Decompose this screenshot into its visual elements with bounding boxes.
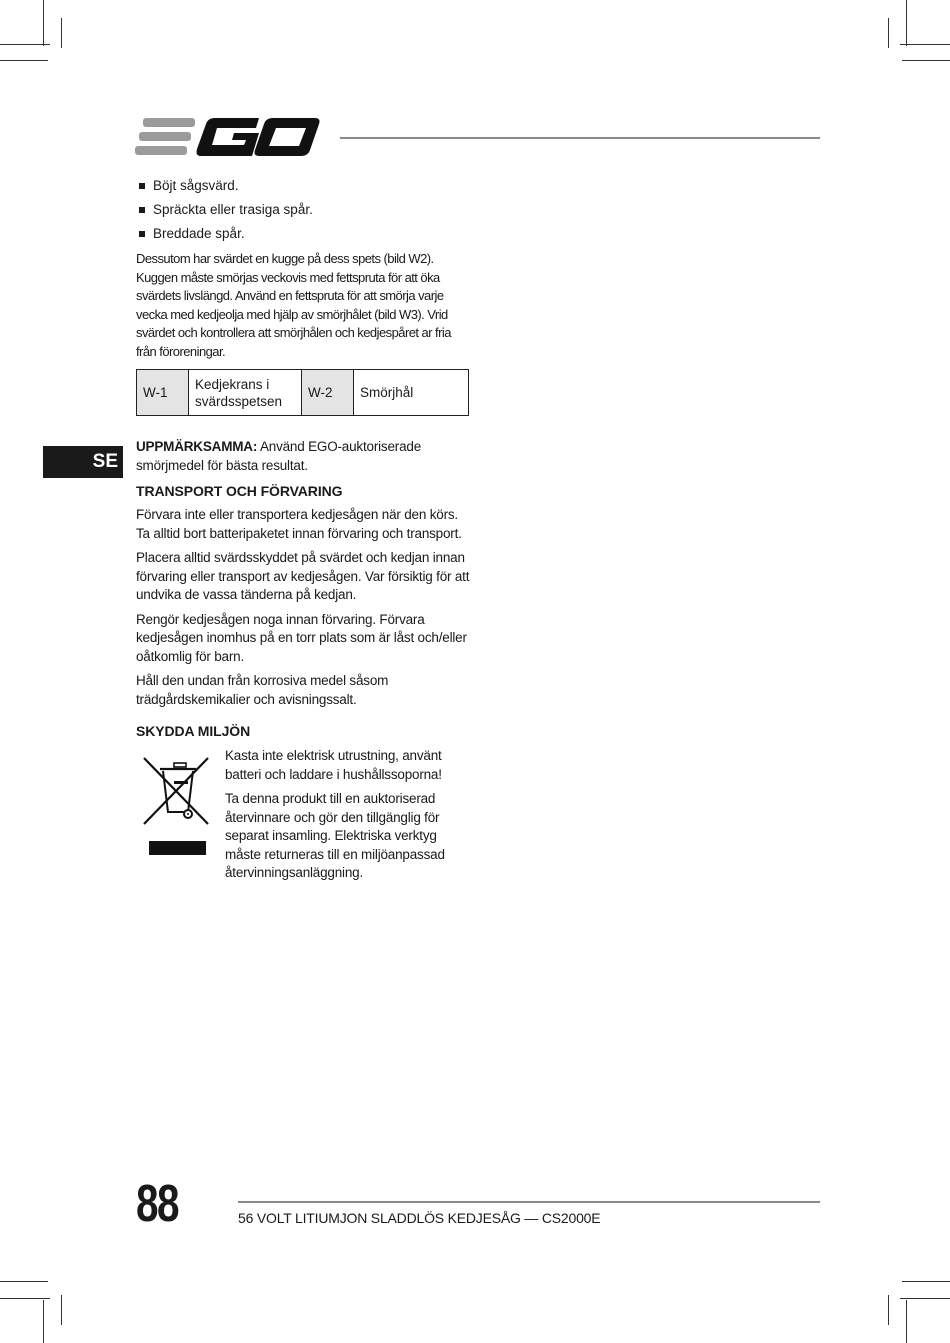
footer-title: 56 VOLT LITIUMJON SLADDLÖS KEDJESÅG — CS2000E: [238, 1210, 601, 1226]
crop-mark: [61, 1295, 62, 1325]
crop-mark: [0, 1298, 50, 1299]
weee-crossed-bin-icon: [140, 754, 216, 858]
list-item-text: Böjt sågsvärd.: [153, 178, 239, 193]
bullet-square-icon: [139, 183, 145, 189]
page-number: 88: [136, 1175, 178, 1233]
notice: [136, 438, 470, 475]
crop-mark: [888, 18, 889, 48]
crop-mark: [0, 60, 48, 61]
environment-paragraph: Kasta inte elektrisk utrustning, använt batteri och laddare i hushållssoporna!: [225, 748, 442, 782]
crop-mark: [906, 0, 907, 46]
part-code: W-1: [137, 370, 189, 416]
part-code: W-2: [302, 370, 354, 416]
ego-logo: [135, 116, 321, 158]
crop-mark: [61, 18, 62, 48]
crop-mark: [43, 0, 44, 46]
notice-label: UPPMÄRKSAMMA:: [136, 439, 258, 454]
crop-mark: [0, 1281, 48, 1282]
notice-text: Använd EGO-auktoriserade smörjmedel för bästa resultat.: [136, 439, 421, 473]
footer-rule: [238, 1201, 820, 1203]
crop-mark: [900, 1298, 950, 1299]
transport-paragraph: Förvara inte eller transportera kedjesågen när den körs. Ta alltid bort batteripaketet innan förvaring och transport.: [136, 507, 462, 541]
list-item: [136, 226, 470, 242]
damage-bullets: [136, 178, 470, 250]
intro-paragraph: Dessutom har svärdet en kugge på dess spets (bild W2). Kuggen måste smörjas veckovis med fettspruta för att öka svärdets livslängd. Använd en fettspruta för att smörja varje vecka med kedjeolja med hjälp av smörjhålet (bild W3). Vrid svärdet och kontrollera att smörjhålen och kedjespåret ar fria från föroreningar.: [136, 251, 451, 359]
language-tab: SE: [43, 446, 123, 478]
crop-mark: [902, 1281, 950, 1282]
transport-paragraph: Rengör kedjesågen noga innan förvaring. Förvara kedjesågen inomhus på en torr plats som är låst och/eller oåtkomlig för barn.: [136, 611, 467, 664]
part-label: Smörjhål: [354, 370, 469, 416]
environment-heading: SKYDDA MILJÖN: [136, 723, 251, 739]
transport-section: [136, 483, 470, 715]
table-row: [137, 370, 469, 416]
part-label: Kedjekrans i svärdsspetsen: [189, 370, 302, 416]
crop-mark: [900, 44, 950, 45]
crop-mark: [888, 1295, 889, 1325]
transport-paragraph: Håll den undan från korrosiva medel såsom trädgårdskemikalier och avisningssalt.: [136, 673, 389, 707]
list-item-text: Spräckta eller trasiga spår.: [153, 202, 313, 217]
crop-mark: [906, 1300, 907, 1343]
list-item: [136, 202, 470, 218]
crop-mark: [43, 1300, 44, 1343]
list-item-text: Breddade spår.: [153, 226, 245, 241]
header-rule: [340, 137, 820, 139]
bullet-square-icon: [139, 207, 145, 213]
crop-mark: [902, 60, 950, 61]
parts-table: [136, 369, 469, 416]
list-item: [136, 178, 470, 194]
environment-paragraph: Ta denna produkt till en auktoriserad återvinnare och gör den tillgänglig för separat insamling. Elektriska verktyg måste returneras till en miljöanpassad återvinningsanläggning.: [225, 791, 445, 880]
transport-paragraph: Placera alltid svärdsskyddet på svärdet och kedjan innan förvaring eller transport av kedjesågen. Var försiktig för att undvika de vassa tänderna på kedjan.: [136, 550, 470, 602]
bullet-square-icon: [139, 231, 145, 237]
transport-heading: TRANSPORT OCH FÖRVARING: [136, 483, 343, 499]
